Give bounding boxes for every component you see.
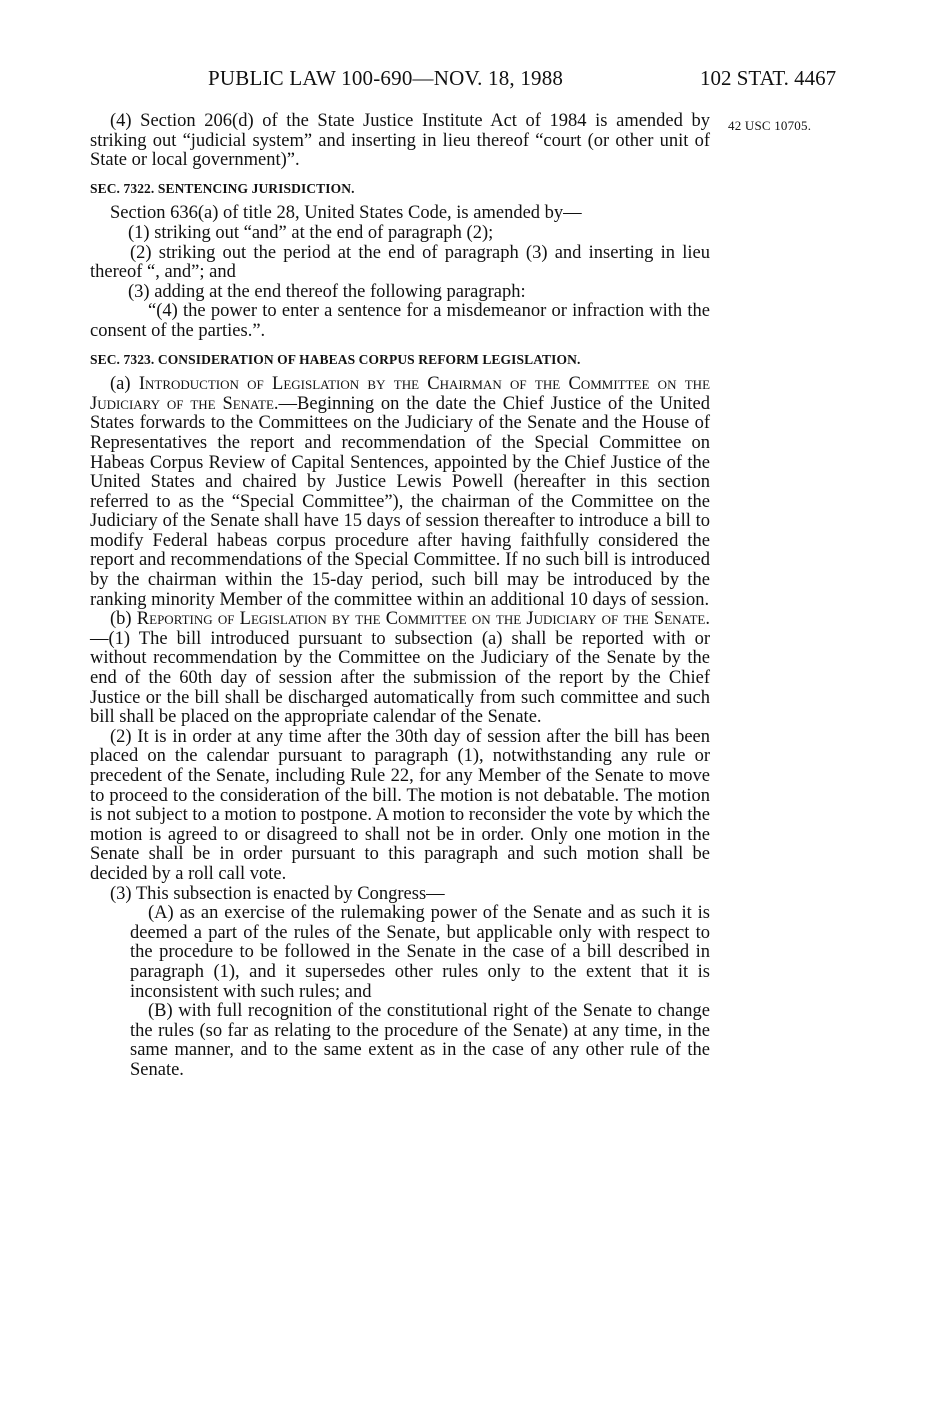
stat-page-reference: 102 STAT. 4467 xyxy=(700,66,837,90)
section-7322-item-2-text: (2) striking out the period at the end of paragraph (3) and inserting in lieu thereof “, and”; and xyxy=(90,242,710,283)
statute-body xyxy=(90,112,710,1081)
subsection-a-caption: Introduction of Legislation by the Chairman of the Committee on the Judiciary of the Senate. xyxy=(90,374,711,414)
subsection-b-caption: Reporting of Legislation by the Committee on the Judiciary of the Senate. xyxy=(136,609,711,630)
section-7322-intro: Section 636(a) of title 28, United States Code, is amended by— xyxy=(110,203,582,224)
subsection-b-paragraph-2: (2) It is in order at any time after the 30th day of session after the bill has been placed on the calendar pursuant to paragraph (1), notwithstanding any rule or precedent of the Senate, including Rule 22, for any Member of the Senate to move to proceed to the consideration of the bill. The motion is not debatable. The motion is not subject to a motion to postpone. A motion to reconsider the vote by which the motion is agreed to or disagreed to shall not be in order. Only one motion in the Senate shall be in order pursuant to this paragraph and such motion shall be decided by a roll call vote. xyxy=(90,726,710,884)
subsection-a xyxy=(90,375,710,610)
section-7322-item-2 xyxy=(90,244,710,283)
section-7322-item-3: (3) adding at the end thereof the following paragraph: xyxy=(128,281,526,302)
subsection-b-paragraph-3-A xyxy=(90,904,710,1002)
paragraph-4: (4) Section 206(d) of the State Justice Institute Act of 1984 is amended by striking out “judicial system” and inserting in lieu thereof “court (or other unit of State or local government)”. xyxy=(90,111,710,171)
paragraph-3-B-text: (B) with full recognition of the constitutional right of the Senate to change the rules (so far as relating to the procedure of the Senate) at any time, in the same manner, and to the same extent as in the case of any other rule of the Senate. xyxy=(130,1001,710,1080)
subsection-b-paragraph-3-B xyxy=(90,1002,710,1080)
section-7322-quote-text: “(4) the power to enter a sentence for a misdemeanor or infraction with the consent of the parties.”. xyxy=(90,301,710,341)
subsection-b-label: (b) xyxy=(110,609,132,630)
margin-citation: 42 USC 10705. xyxy=(728,118,812,133)
subsection-a-label: (a) xyxy=(110,374,131,395)
paragraph-3-A-text: (A) as an exercise of the rulemaking power of the Senate and as such it is deemed a part of the rules of the Senate, but applicable only with respect to the procedure to be followed in the Senate in the case of a bill described in paragraph (1), and it supersedes other rules only to the extent that it is inconsistent with such rules; and xyxy=(130,903,710,1002)
subsection-b-paragraph-3: (3) This subsection is enacted by Congress— xyxy=(110,883,445,904)
section-7322-item-1: (1) striking out “and” at the end of paragraph (2); xyxy=(128,222,494,243)
subsection-a-text: —Beginning on the date the Chief Justice of the United States forwards to the Committees on the Judiciary of the Senate and the House of Representatives the report and recommendation of the Special Committee on Habeas Corpus Review of Capital Sentences, appointed by the Chief Justice of the United States and chaired by Justice Lewis Powell (hereafter in this section referred to as the “Special Committee”), the chairman of the Committee on the Judiciary of the Senate shall have 15 days of session thereafter to introduce a bill to modify Federal habeas corpus procedure after having faithfully considered the report and recommendations of the Special Committee. If no such bill is introduced by the chairman within the 15-day period, such bill may be introduced by the ranking minority Member of the committee within an additional 10 days of session. xyxy=(90,393,710,610)
subsection-b xyxy=(90,610,710,728)
section-7322-quoted-paragraph xyxy=(90,302,710,341)
section-7323-heading: SEC. 7323. CONSIDERATION OF HABEAS CORPUS REFORM LEGISLATION. xyxy=(90,351,581,367)
subsection-b-text: —(1) The bill introduced pursuant to subsection (a) shall be reported with or without recommendation by the Committee on the Judiciary of the Senate by the end of the 60th day of session after the submission of the report by the Chief Justice or the bill shall be discharged automatically from such committee and such bill shall be placed on the appropriate calendar of the Senate. xyxy=(90,628,710,728)
running-head: PUBLIC LAW 100-690—NOV. 18, 1988 xyxy=(208,66,564,90)
section-7322-heading: SEC. 7322. SENTENCING JURISDICTION. xyxy=(90,180,355,196)
